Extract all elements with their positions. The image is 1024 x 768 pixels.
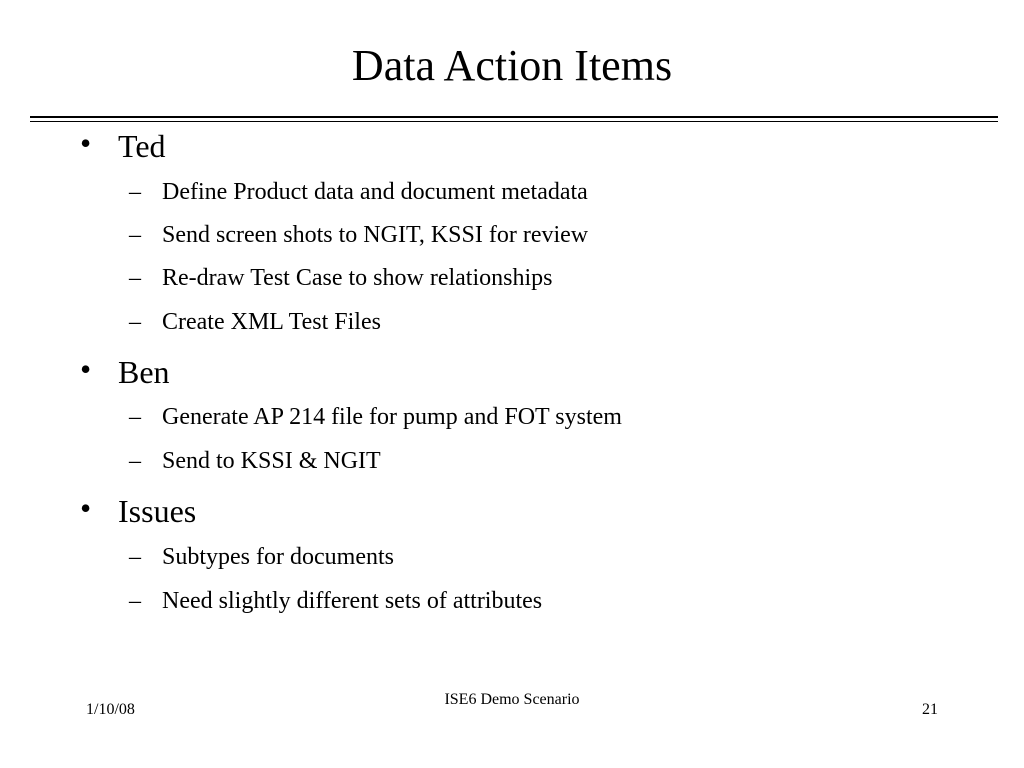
- sub-bullet-item: [129, 264, 553, 292]
- dash-icon: –: [129, 544, 141, 570]
- sub-bullet-text: Need slightly different sets of attributes: [162, 588, 543, 614]
- slide-title: Data Action Items: [351, 41, 673, 90]
- page-number: 21: [922, 701, 938, 718]
- bullet-icon: •: [80, 125, 92, 161]
- sub-bullet-item: [129, 587, 543, 615]
- bullet-icon: •: [80, 490, 92, 526]
- bullet-item-ted: [80, 125, 166, 164]
- dash-icon: –: [129, 404, 141, 430]
- footer-title: ISE6 Demo Scenario: [444, 691, 580, 708]
- sub-bullet-item: [129, 178, 588, 206]
- sub-bullet-text: Create XML Test Files: [162, 309, 381, 335]
- dash-icon: –: [129, 222, 141, 248]
- footer-date: 1/10/08: [86, 701, 135, 718]
- dash-icon: –: [129, 588, 141, 614]
- bullet-icon: •: [80, 351, 92, 387]
- sub-bullet-text: Send to KSSI & NGIT: [162, 448, 381, 474]
- sub-bullet-text: Re-draw Test Case to show relationships: [162, 265, 553, 291]
- sub-bullet-item: [129, 543, 394, 571]
- bullet-heading: Ted: [118, 128, 166, 164]
- sub-bullet-text: Send screen shots to NGIT, KSSI for review: [162, 222, 589, 248]
- dash-icon: –: [129, 309, 141, 335]
- bullet-heading: Ben: [118, 354, 170, 390]
- bullet-heading: Issues: [118, 493, 197, 529]
- dash-icon: –: [129, 448, 141, 474]
- sub-bullet-item: [129, 221, 589, 249]
- sub-bullet-item: [129, 447, 381, 475]
- dash-icon: –: [129, 179, 141, 205]
- sub-bullet-item: [129, 403, 622, 431]
- bullet-item-ben: [80, 351, 170, 390]
- sub-bullet-text: Define Product data and document metadata: [162, 179, 588, 205]
- sub-bullet-text: Generate AP 214 file for pump and FOT system: [162, 404, 622, 430]
- sub-bullet-text: Subtypes for documents: [162, 544, 394, 570]
- dash-icon: –: [129, 265, 141, 291]
- sub-bullet-item: [129, 308, 381, 336]
- bullet-item-issues: [80, 490, 197, 529]
